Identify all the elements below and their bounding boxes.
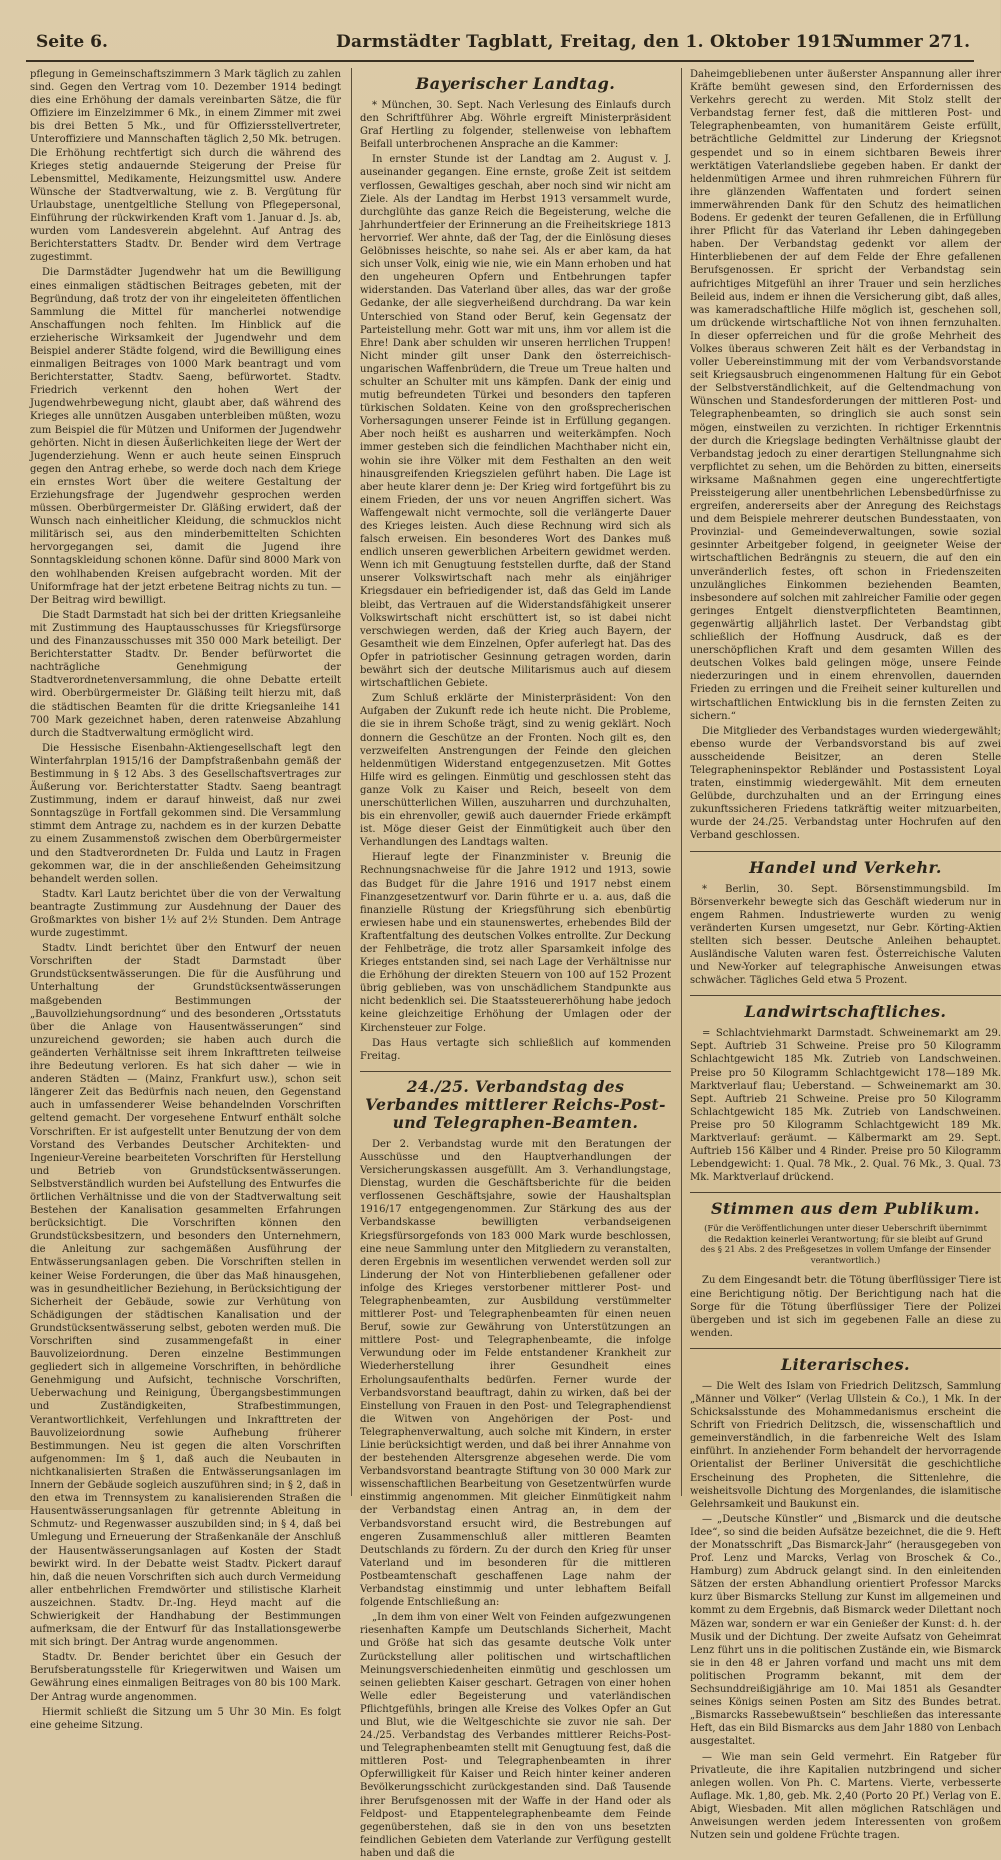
paragraph: Hiermit schließt die Sitzung um 5 Uhr 30 Min. Es folgt eine geheime Sitzung.: [30, 1706, 341, 1731]
section-heading: Literarisches.: [781, 1354, 910, 1374]
section-heading: Landwirtschaftliches.: [744, 1002, 947, 1022]
editorial-note: (Für die Veröffentlichungen unter dieser Ueberschrift übernimmt die Redaktion keinerlei Verantwortung; für sie bleibt auf Grund des § 21 Abs. 2 des Preßgesetzes in vollem Umfange der Einsender verantwortlich.): [700, 1224, 991, 1266]
paragraph: — Die Welt des Islam von Friedrich Delitzsch, Sammlung „Männer und Völker“ (Verlag Ullstein & Co.), 1 Mk. In der Schicksalsstunde des Mohammedanismus erscheint die Schrift von Friedrich Delitzsch, die, wissenschaftlich und gemeinverständlich, in die farbenreiche Welt des Islam einführt. In anziehender Form behandelt der hervorragende Orientalist der Berliner Universität die geschichtliche Erscheinung des Propheten, die Sittenlehre, die weisheitsvolle Dichtung des Morgenlandes, die islamitische Gelehrsamkeit und Baukunst ein.: [690, 1380, 1001, 1510]
divider: [690, 1192, 1001, 1193]
paragraph: Die Mitglieder des Verbandstages wurden wiedergewählt; ebenso wurde der Verbandsvorstand bis auf zwei ausscheidende Beisitzer, an deren Stelle Telegrapheninspektor Rebländer und Postassistent Loyal traten, einstimmig wiedergewählt. Mit dem erneuten Gelübde, durchzuhalten und an der Erringung eines zukunftssicheren Friedens tatkräftig weiter mitzuarbeiten, wurde der 24./25. Verbandstag unter Hochrufen auf den Verband geschlossen.: [690, 725, 1001, 842]
paragraph: — Wie man sein Geld vermehrt. Ein Ratgeber für Privatleute, die ihre Kapitalien nutzbringend und sicher anlegen wollen. Von Ph. C. Martens. Vierte, verbesserte Auflage. Mk. 1,80, geb. Mk. 2,40 (Porto 20 Pf.) Verlag von E. Abigt, Wiesbaden. Mit allen möglichen Ratschlägen und Anweisungen werden jedem Interessenten von großem Nutzen sein und goldene Früchte tragen.: [690, 1751, 1001, 1842]
column-3: [690, 68, 1001, 1842]
masthead-dateline: Darmstädter Tagblatt, Freitag, den 1. Oktober 1915.: [336, 32, 851, 52]
paragraph: * Berlin, 30. Sept. Börsenstimmungsbild. Im Börsenverkehr bewegte sich das Geschäft wiederum nur in engem Rahmen. Industriewerte wurden zu wenig veränderten Kursen umgesetzt, nur Gebr. Körting-Aktien stellten sich besser. Deutsche Anleihen behauptet. Ausländische Valuten waren fest. Österreichische Valuten und New-Yorker auf telegraphische Anweisungen etwas schwächer. Tägliches Geld etwa 5 Prozent.: [690, 883, 1001, 987]
paragraph: Die Hessische Eisenbahn-Aktiengesellschaft legt den Winterfahrplan 1915/16 der Dampfstraßenbahn gemäß der Bestimmung in § 12 Abs. 3 des Gesellschaftsvertrages zur Äußerung vor. Berichterstatter Stadtv. Saeng beantragt Zustimmung, indem er darauf hinweist, daß nur zwei Sonntagszüge in Fortfall gekommen sind. Die Versammlung stimmt dem Antrage zu, nachdem es in der kurzen Debatte zu einem Zusammenstoß zwischen dem Oberbürgermeister und den Stadtverordneten Dr. Fulda und Lautz in Fragen gekommen war, die in der anschließenden Geheimsitzung behandelt werden sollen.: [30, 742, 341, 885]
divider: [690, 1348, 1001, 1349]
paragraph: Stadtv. Dr. Bender berichtet über ein Gesuch der Berufsberatungsstelle für Kriegerwitwen und Waisen um Gewährung eines einmaligen Beitrages von 80 bis 100 Mark. Der Antrag wurde angenommen.: [30, 1652, 341, 1703]
paragraph: Stadtv. Karl Lautz berichtet über die von der Verwaltung beantragte Zustimmung zur Ausdehnung der Dauer des Großmarktes von bisher 1½ auf 2½ Stunden. Dem Antrage wurde zugestimmt.: [30, 888, 341, 940]
paragraph: Daheimgebliebenen unter äußerster Anspannung aller ihrer Kräfte bemüht gewesen sind, den Erfordernissen des Verkehrs gerecht zu werden. Mit Stolz stellt der Verbandstag ferner fest, daß die mittleren Post- und Telegraphenbeamten, von humanitärem Geiste erfüllt, beträchtliche Geldmittel zur Linderung der Kriegsnot gespendet und so in einem sichtbaren Beweis ihrer werktätigen Vaterlandsliebe gegeben haben. Er dankt der heldenmütigen Armee und ihren ruhmreichen Führern für ihre glänzenden Waffentaten und fordert seinen immerwährenden Dank für den Schutz des heimatlichen Bodens. Er gedenkt der teuren Gefallenen, die in Erfüllung ihrer Pflicht für das Vaterland ihr Leben dahingegeben haben. Der Verbandstag gedenkt vor allem der Hinterbliebenen der auf dem Felde der Ehre gefallenen Berufsgenossen. Er spricht der Verbandstag sein aufrichtiges Mitgefühl an ihrer Trauer und sein herzliches Beileid aus, indem er ihnen die Versicherung gibt, daß alles, was kameradschaftliche Hilfe möglich ist, geschehen soll, um drückende wirtschaftliche Not von ihnen fernzuhalten. In dieser opferreichen und für die große Mehrheit des Volkes überaus schweren Zeit hält es der Verbandstag in voller Uebereinstimmung mit der vom Verbandsvorstande seit Kriegsausbruch eingenommenen Haltung für ein Gebot der Selbstverständlichkeit, auf die Geltendmachung von Wünschen und Standesforderungen der mittleren Post- und Telegraphenbeamten, so dringlich sie auch sonst sein mögen, einstweilen zu verzichten. In richtiger Erkenntnis der durch die Kriegslage bedingten Verhältnisse glaubt der Verbandstag jedoch zu einer derartigen Stellungnahme sich verpflichtet zu sehen, um die Behörden zu bitten, einerseits wirksame Maßnahmen gegen eine ungerechtfertigte Preissteigerung aller unentbehrlichen Lebensbedürfnisse zu ergreifen, andererseits aber der Anregung des Reichstags und dem Beispiele mehrerer deutschen Bundesstaaten, von Provinzial- und Gemeindeverwaltungen, sowie sozial gesinnter Arbeitgeber folgend, in geeigneter Weise der wirtschaftlichen Bedrängnis zu steuern, die auf den ein unveränderlich festes, oft schon in Friedenszeiten unzulängliches Einkommen beziehenden Beamten, insbesondere auf solchen mit zahlreicher Familie oder gegen geringes Entgelt dienstverpflichteten Beamtinnen, gegenwärtig alljährlich lastet. Der Verbandstag gibt schließlich der Hoffnung Ausdruck, daß es der unerschöpflichen Kraft und dem gesamten Willen des deutschen Volkes bald gelingen möge, unsere Feinde niederzuringen und in einem ehrenvollen, dauernden Frieden zu erringen und die Freiheit seiner kulturellen und wirtschaftlichen Entwicklung bis in die fernsten Zeiten zu sichern.“: [690, 69, 1001, 722]
paragraph: Die Darmstädter Jugendwehr hat um die Bewilligung eines einmaligen städtischen Beitrages gebeten, mit der Begründung, daß trotz der von ihr eingeleiteten öffentlichen Sammlung die Mittel für mancherlei notwendige Anschaffungen noch fehlten. Im Hinblick auf die erzieherische Wirksamkeit der Jugendwehr und dem Beispiel anderer Städte folgend, wird die Bewilligung eines einmaligen Beitrages von 1000 Mark beantragt und vom Berichterstatter, Stadtv. Saeng, befürwortet. Stadtv. Friedrich verkennt den hohen Wert der Jugendwehrbewegung nicht, glaubt aber, daß während des Krieges alle unnützen Ausgaben unterbleiben müßten, wozu zum Beispiel die für Mützen und Uniformen der Jugendwehr gehörten. Nicht in diesen Äußerlichkeiten liege der Wert der Jugenderziehung. Wenn er auch heute seinen Einspruch gegen den Antrag erhebe, so werde doch nach dem Kriege ein ernstes Wort über die weitere Gestaltung der Erziehungsfrage der Jugendwehr gesprochen werden müssen. Oberbürgermeister Dr. Gläßing erwidert, daß der Wunsch nach einheitlicher Kleidung, die schmucklos nicht militärisch sei, aus den minderbemittelten Schichten hervorgegangen sei, damit die Jugend ihre Sonntagskleidung schonen könne. Dafür sind 8000 Mark von den wohlhabenden Kreisen aufgebracht worden. Mit der Uniformfrage hat der jetzt erbetene Beitrag nichts zu tun. — Der Beitrag wird bewilligt.: [30, 267, 341, 606]
paragraph: „In dem ihm von einer Welt von Feinden aufgezwungenen riesenhaften Kampfe um Deutschlands Sicherheit, Macht und Größe hat sich das gesamte deutsche Volk unter Zurückstellung aller politischen und wirtschaftlichen Meinungsverschiedenheiten einmütig und geschlossen um seinen geliebten Kaiser geschart. Getragen von einer hohen Welle edler Begeisterung und vaterländischen Pflichtgefühls, bringen alle Kreise des Volkes Opfer an Gut und Blut, wie die Weltgeschichte sie zuvor nie sah. Der 24./25. Verbandstag des Verbandes mittlerer Reichs-Post- und Telegraphenbeamten stellt mit Genugtuung fest, daß die mittleren Post- und Telegraphenbeamten in ihrer Opferwilligkeit für Kaiser und Reich hinter keiner anderen Bevölkerungsschicht zurückgestanden sind. Daß Tausende ihrer Berufsgenossen mit der Waffe in der Hand oder als Feldpost- und Etappentelegraphenbeamte dem Feinde gegenüberstehen, daß sie in den von uns besetzten feindlichen Gebieten dem Vaterlande zur Verfügung gestellt haben und daß die: [360, 1612, 671, 1859]
page-header: [26, 30, 974, 62]
divider: [690, 995, 1001, 996]
issue-number: Nummer 271.: [839, 32, 970, 52]
paragraph: Die Stadt Darmstadt hat sich bei der dritten Kriegsanleihe mit Zustimmung des Hauptausschusses für Kriegsfürsorge und des Finanzausschusses mit 350 000 Mark beteiligt. Der Berichterstatter Stadtv. Dr. Bender befürwortet die nachträgliche Genehmigung der Stadtverordnetenversammlung, die ohne Debatte erteilt wird. Oberbürgermeister Dr. Gläßing teilt hierzu mit, daß die städtischen Beamten für die dritte Kriegsanleihe 141 700 Mark gezeichnet haben, deren ratenweise Abzahlung durch die Stadtverwaltung ermöglicht wird.: [30, 609, 341, 739]
divider: [360, 1071, 671, 1072]
paragraph: = Schlachtviehmarkt Darmstadt. Schweinemarkt am 29. Sept. Auftrieb 31 Schweine. Preise pro 50 Kilogramm Schlachtgewicht 185 Mk. Zutrieb von Landschweinen. Preise pro 50 Kilogramm Schlachtgewicht 178—189 Mk. Marktverlauf flau; Ueberstand. — Schweinemarkt am 30. Sept. Auftrieb 21 Schweine. Preise pro 50 Kilogramm Schlachtgewicht 185 Mk. Zutrieb von Landschweinen. Preise pro 50 Kilogramm Schlachtgewicht 189 Mk. Marktverlauf: geräumt. — Kälbermarkt am 29. Sept. Auftrieb 156 Kälber und 4 Rinder. Preise pro 50 Kilogramm Lebendgewicht: 1. Qual. 78 Mk., 2. Qual. 76 Mk., 3. Qual. 73 Mk. Marktverlauf drückend.: [690, 1028, 1001, 1184]
column-rule: [351, 68, 352, 1496]
paragraph: Stadtv. Lindt berichtet über den Entwurf der neuen Vorschriften der Stadt Darmstadt über Grundstücksentwässerungen. Die für die Ausführung und Unterhaltung der Grundstücksentwässerungen maßgebenden Bestimmungen der „Bauvollziehungsordnung“ und des besonderen „Ortsstatuts über die Anlage von Hausentwässerungen“ sind unzureichend geworden; sie haben auch durch die geänderten Verhältnisse seit ihrem Inkrafttreten teilweise ihre Bedeutung verloren. Es hat sich daher — wie in anderen Städten — (Mainz, Frankfurt usw.), schon seit längerer Zeit das Bedürfnis nach neuen, den Gegenstand auch in umfassenderer Weise behandelnden Vorschriften geltend gemacht. Der vorgesehene Entwurf enthält solche Vorschriften. Er ist aufgestellt unter Benutzung der von dem Vorstand des Verbandes Deutscher Architekten- und Ingenieur-Vereine bearbeiteten Vorschriften für Herstellung und Betrieb von Grundstücksentwässerungen. Selbstverständlich wurden bei Aufstellung des Entwurfes die örtlichen Verhältnisse und die von der Stadtverwaltung seit Bestehen der Kanalisation gesammelten Erfahrungen berücksichtigt. Die Vorschriften können den Grundstücksbesitzern, und besonders den Unternehmern, die Anleitung zur sachgemäßen Ausführung der Entwässerungsanlagen geben. Die Vorschriften stellen in keiner Weise Forderungen, die über das Maß hinausgehen, was in gesundheitlicher Beziehung, in Berücksichtigung der Sicherheit der Gebäude, sowie zur Verhütung von Schädigungen der städtischen Kanalisation und der Grundstücksentwässerung selbst, geboten werden muß. Die Vorschriften sind zusammengefaßt in einer Bauvolizeiordnung. Deren einzelne Bestimmungen gegliedert sich in allgemeine Vorschriften, in behördliche Genehmigung und Aufsicht, technische Vorschriften, Ueberwachung und Reinigung, Übergangsbestimmungen und Zuständigkeiten, Strafbestimmungen, Verantwortlichkeit, Verfehlungen und Inkrafttreten der Bauvolizeiordnung sowie Aufhebung früherer Bestimmungen. Neu ist gegen die alten Vorschriften aufgenommen: Im § 1, daß auch die Neubauten in nichtkanalisierten Straßen die Entwässerungsanlagen im Innern der Gebäude sogleich auszuführen sind; in § 2, daß in den etwa im Trennsystem zu kanalisierenden Straßen die Hausentwässerungsanlagen für getrennte Ableitung in Schmutz- und Regenwasser auszubilden sind; in § 4, daß bei Umlegung und Erneuerung der Straßenkanäle der Anschluß der Hausentwässerungsanlagen auf Kosten der Stadt bewirkt wird. In der Debatte weist Stadtv. Pickert darauf hin, daß die neuen Vorschriften sich auch durch Vermeidung aller entbehrlichen Fremdwörter und stilistische Klarheit auszeichnen. Stadtv. Dr.-Ing. Heyd macht auf die Schwierigkeit der Handhabung der Bestimmungen aufmerksam, die der Entwurf für das Installationsgewerbe mit sich bringt. Der Antrag wurde angenommen.: [30, 943, 341, 1649]
paragraph: — „Deutsche Künstler“ und „Bismarck und die deutsche Idee“, so sind die beiden Aufsätze bezeichnet, die die 9. Heft der Monatsschrift „Das Bismarck-Jahr“ (herausgegeben von Prof. Lenz und Marcks, Verlag von Broschek & Co., Hamburg) zum Abdruck gelangt sind. In den einleitenden Sätzen der ersten Abhandlung orientiert Professor Marcks kurz über Bismarcks Stellung zur Kunst im allgemeinen und kommt zu dem Ergebnis, daß Bismarck weder Dilettant noch Mäzen war, sondern er war ein Genießer der Kunst: d. h. der Musik und der Dichtung. Der zweite Aufsatz von Geheimrat Lenz führt uns in die politischen Zustände ein, wie Bismarck sie in den 48 er Jahren vorfand und macht uns mit dem politischen Programm bekannt, mit dem der Sechsunddreißigjährige am 10. Mai 1851 als Gesandter seines Königs seinen Posten am Sitz des Bundes betrat. „Bismarcks Rassebewußtsein“ beschließen das interessante Heft, das ein Bild Bismarcks aus dem Jahr 1880 von Lenbach ausgestaltet.: [690, 1513, 1001, 1748]
page-number: Seite 6.: [36, 32, 108, 52]
column-1: [30, 68, 341, 1731]
column-rule: [681, 68, 682, 1496]
columns: [26, 62, 1001, 1859]
paragraph: Hierauf legte der Finanzminister v. Breunig die Rechnungsnachweise für die Jahre 1912 und 1913, sowie das Budget für die Jahre 1916 und 1917 nebst einem Finanzgesetzentwurf vor. Darin führte er u. a. aus, daß die finanzielle Rüstung der Kriegsführung sich ebenbürtig erwiesen habe und ein staunenswertes, erhebendes Bild der Kraftentfaltung des deutschen Volkes entrollte. Zur Deckung der Fehlbeträge, die trotz aller Sparsamkeit infolge des Krieges entstanden sind, sei nach Lage der Verhältnisse nur die Erhöhung der direkten Steuern von 100 auf 152 Prozent übrig geblieben, was von unschädlichem Standpunkte aus nicht bedenklich sei. Die Staatssteuererhöhung habe jedoch keine gleichzeitige Erhöhung der Umlagen oder der Kirchensteuer zur Folge.: [360, 852, 671, 1034]
paragraph: Der 2. Verbandstag wurde mit den Beratungen der Ausschüsse und den Hauptverhandlungen der Versicherungskassen ausgefüllt. Am 3. Verhandlungstage, Dienstag, wurden die Geschäftsberichte für die beiden verflossenen Geschäftsjahre, sowie der Haushaltsplan 1916/17 entgegengenommen. Zur Stärkung des aus der Verbandskasse bewilligten verbandseigenen Kriegsfürsorgefonds von 183 000 Mark wurde beschlossen, eine neue Sammlung unter den Mitgliedern zu veranstalten, deren Ergebnis im wesentlichen verwendet werden soll zur Linderung der Not von Hinterbliebenen gefallener oder infolge des Krieges verstorbener mittlerer Post- und Telegraphenbeamten, zur Ausbildung verstümmelter mittlerer Post- und Telegraphenbeamten für einen neuen Beruf, sowie zur Gewährung von Unterstützungen an mittlere Post- und Telegraphenbeamte, die infolge Verwundung oder im Felde entstandener Krankheit zur Wiederherstellung ihrer Gesundheit eines Erholungsaufenthalts bedürfen. Ferner wurde der Verbandsvorstand beauftragt, dahin zu wirken, daß bei der Einstellung von Frauen in den Post- und Telegraphendienst die Witwen von Angehörigen der Post- und Telegraphenverwaltung, auch solche mit Kindern, in erster Linie berücksichtigt werden, und daß bei ihrer Annahme von der bestehenden Altersgrenze abgesehen werde. Die vom Verbandsvorstand beantragte Stiftung von 30 000 Mark zur wissenschaftlichen Bearbeitung von Gesetzentwürfen wurde einstimmig angenommen. Mit gleicher Einmütigkeit nahm der Verbandstag einen Antrag an, in dem der Verbandsvorstand ersucht wird, die Bestrebungen auf engeren Zusammenschluß aller mittleren Beamten Deutschlands zu fördern. Zu der durch den Krieg für unser Vaterland und im besonderen für die mittleren Postbeamtenschaft geschaffenen Lage nahm der Verbandstag einstimmig und unter lebhaftem Beifall folgende Entschließung an:: [360, 1138, 671, 1609]
divider: [690, 851, 1001, 852]
section-heading: Bayerischer Landtag.: [415, 74, 616, 93]
section-heading: 24./25. Verbandstag des Verbandes mittlerer Reichs-Post- und Telegraphen-Beamten.: [365, 1076, 666, 1132]
paragraph: pflegung in Gemeinschaftszimmern 3 Mark täglich zu zahlen sind. Gegen den Vertrag vom 10. Dezember 1914 bedingt dies eine Erhöhung der damals vereinbarten Sätze, die für Offiziere im Einzelzimmer 6 Mk., in einem Zimmer mit zwei bis drei Betten 5 Mk., und für Offiziersstellvertreter, Unteroffiziere und Mannschaften täglich 2,50 Mk. betrugen. Die Erhöhung rechtfertigt sich durch die während des Krieges stetig andauernde Steigerung der Preise für Lebensmittel, Medikamente, Heizungsmittel usw. Andere Wünsche der Stadtverwaltung, wie z. B. Vergütung für Urlaubstage, unentgeltliche Stellung von Pflegepersonal, Einführung der rückwirkenden Kraft vom 1. Januar d. Js. ab, wurden vom Landesverein abgelehnt. Auf Antrag des Berichterstatters Stadtv. Dr. Bender wird dem Vertrage zugestimmt.: [30, 69, 341, 264]
paragraph: Zu dem Eingesandt betr. die Tötung überflüssiger Tiere ist eine Berichtigung nötig. Der Berichtigung nach hat die Sorge für die Tötung überflüssiger Tiere der Polizei übergeben und ist sich im gegebenen Falle an diese zu wenden.: [690, 1275, 1001, 1339]
paragraph: Zum Schluß erklärte der Ministerpräsident: Von den Aufgaben der Zukunft rede ich heute nicht. Die Probleme, die sie in ihrem Schoße trägt, sind zu wenig geklärt. Noch donnern die Geschütze an der Fronten. Noch gilt es, den verzweifelten Anstrengungen der Feinde den gleichen heldenmütigen Widerstand entgegenzusetzen. Mit Gottes Hilfe wird es gelingen. Einmütig und geschlossen steht das ganze Volk zu Kaiser und Reich, beseelt von dem unerschütterlichen Willen, auszuharren und durchzuhalten, bis ein ehrenvoller, gewiß auch dauernder Friede erkämpft ist. Möge dieser Geist der Einmütigkeit auch über den Verhandlungen des Landtags walten.: [360, 693, 671, 849]
section-heading: Handel und Verkehr.: [749, 857, 942, 877]
column-2: [360, 68, 671, 1859]
paragraph: * München, 30. Sept. Nach Verlesung des Einlaufs durch den Schriftführer Abg. Wöhrle ergreift Ministerpräsident Graf Hertling zu folgender, stellenweise von lebhaftem Beifall unterbrochenen Ansprache an die Kammer:: [360, 100, 671, 151]
paragraph: In ernster Stunde ist der Landtag am 2. August v. J. auseinander gegangen. Eine ernste, große Zeit ist seitdem verflossen, Gewaltiges geschah, aber noch sind wir nicht am Ziele. Als der Landtag im Herbst 1913 versammelt wurde, durchglühte das ganze Reich die Begeisterung, welche die Jahrhundertfeier der Erinnerung an die Freiheitskriege 1813 hervorrief. Wer ahnte, daß der Tag, der die Einlösung dieses Gelöbnisses heischte, so nahe sei. Als er aber kam, da hat sich unser Volk, einig wie nie, wie ein Mann erhoben und hat den ungeheuren Opfern und Entbehrungen tapfer widerstanden. Das Vaterland über alles, das war der große Gedanke, der alle siegverheißend durchdrang. Da war kein Unterschied von Stand oder Beruf, kein Gegensatz der Parteistellung mehr. Gott war mit uns, ihm vor allem ist die Ehre! Dank aber schulden wir unseren herrlichen Truppen! Nicht minder gilt unser Dank den österreichisch-ungarischen Waffenbrüdern, die Treue um Treue halten und schulter an Schulter mit uns kämpfen. Dank der einig und mutig befreundeten Türkei und besonders den tapferen türkischen Soldaten. Keine von den großsprecherischen Vorhersagungen unserer Feinde ist in Erfüllung gegangen. Aber noch heißt es ausharren und weiterkämpfen. Noch immer gesteben sich die feindlichen Machthaber nicht ein, wohin sie ihre Völker mit dem Festhalten an den weit hinausgreifenden Kriegszielen geführt haben. Die Lage ist aber heute klarer denn je: Der Krieg wird fortgeführt bis zu einem Frieden, der uns vor neuen Angriffen sichert. Was Waffengewalt nicht vermochte, soll die verlängerte Dauer des Krieges leisten. Auch diese Rechnung wird sich als falsch erweisen. Ein besonderes Wort des Dankes muß endlich unseren gewerblichen Arbeitern gewidmet werden. Wenn ich mit Genugtuung feststellen durfte, daß der Stand unserer Volkswirtschaft nach mehr als einjähriger Kriegsdauer ein befriedigender ist, daß das Geld im Lande bleibt, das Vertrauen auf die Widerstandsfähigkeit unserer Volkswirtschaft nicht erschüttert ist, so ist dabei nicht verschwiegen werden, daß der Krieg auch Bayern, der Gesamtheit wie dem Einzelnen, Opfer auferlegt hat. Das des Opfer in patriotischer Gesinnung getragen worden, darin bewährt sich der deutsche Militarismus auch auf diesem wirtschaftlichen Gebiete.: [360, 154, 671, 690]
paragraph: Das Haus vertagte sich schließlich auf kommenden Freitag.: [360, 1037, 671, 1062]
section-heading: Stimmen aus dem Publikum.: [711, 1199, 980, 1219]
